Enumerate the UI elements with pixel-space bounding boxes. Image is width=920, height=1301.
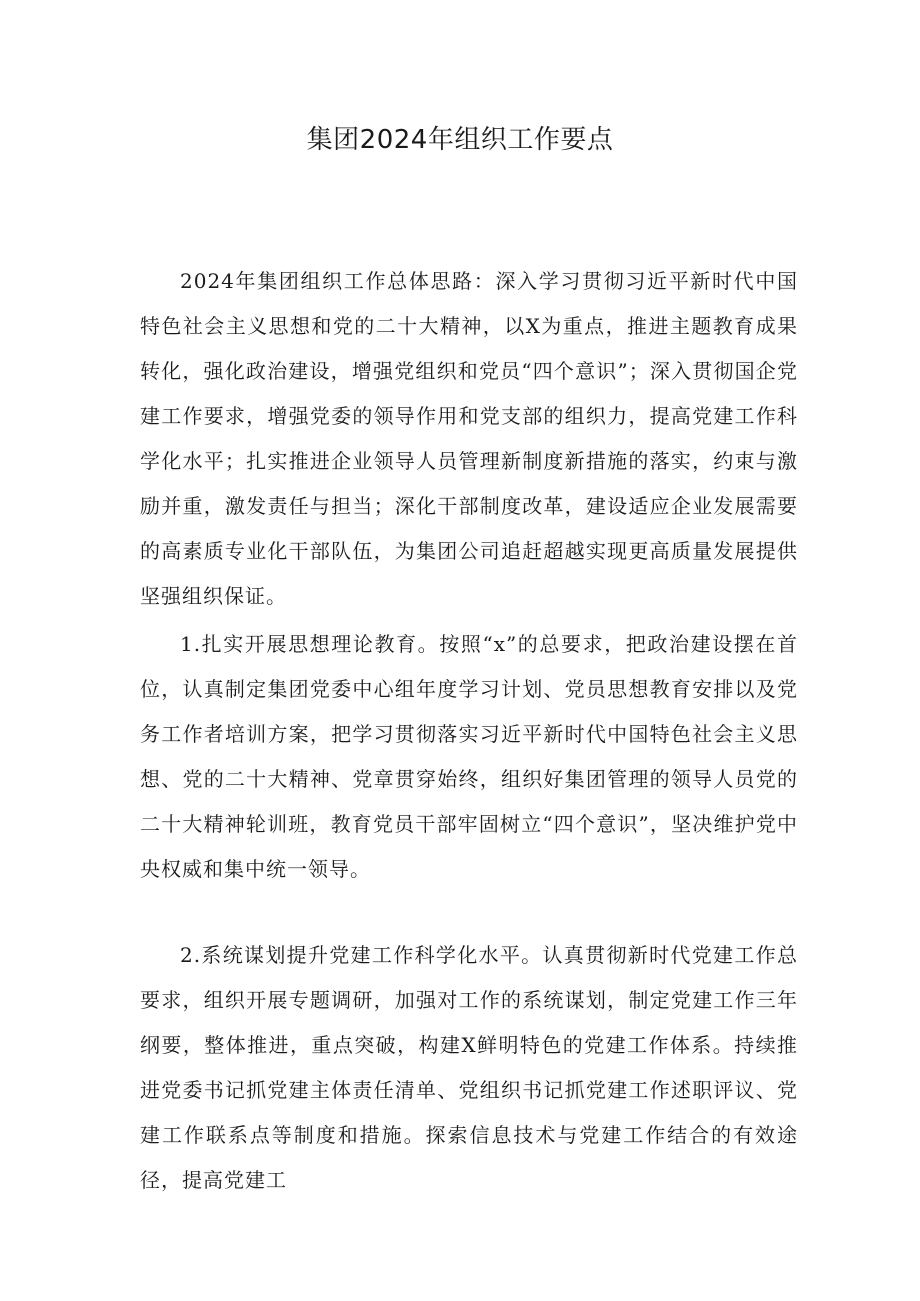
document-title: 集团2024年组织工作要点 bbox=[306, 125, 614, 155]
section-2-paragraph: 2.系统谋划提升党建工作科学化水平。认真贯彻新时代党建工作总要求，组织开展专题调研，加强对工作的系统谋划，制定党建工作三年纲要，整体推进，重点突破，构建X鲜明特色的党建工作体系。持续推进党委书记抓党建主体责任清单、党组织书记抓党建工作述职评议、党建工作联系点等制度和措施。探索信息技术与党建工作结合的有效途径，提高党建工 bbox=[140, 943, 798, 1192]
section-1-paragraph: 1.扎实开展思想理论教育。按照“x”的总要求，把政治建设摆在首位，认真制定集团党委中心组年度学习计划、党员思想教育安排以及党务工作者培训方案，把学习贯彻落实习近平新时代中国特色社会主义思想、党的二十大精神、党章贯穿始终，组织好集团管理的领导人员党的二十大精神轮训班，教育党员干部牢固树立“四个意识”，坚决维护党中央权威和集中统一领导。 bbox=[140, 632, 798, 881]
intro-paragraph: 2024年集团组织工作总体思路：深入学习贯彻习近平新时代中国特色社会主义思想和党的二十大精神，以X为重点，推进主题教育成果转化，强化政治建设，增强党组织和党员“四个意识”；深入贯彻国企党建工作要求，增强党委的领导作用和党支部的组织力，提高党建工作科学化水平；扎实推进企业领导人员管理新制度新措施的落实，约束与激励并重，激发责任与担当；深化干部制度改革，建设适应企业发展需要的高素质专业化干部队伍，为集团公司追赶超越实现更高质量发展提供坚强组织保证。 bbox=[140, 269, 798, 608]
